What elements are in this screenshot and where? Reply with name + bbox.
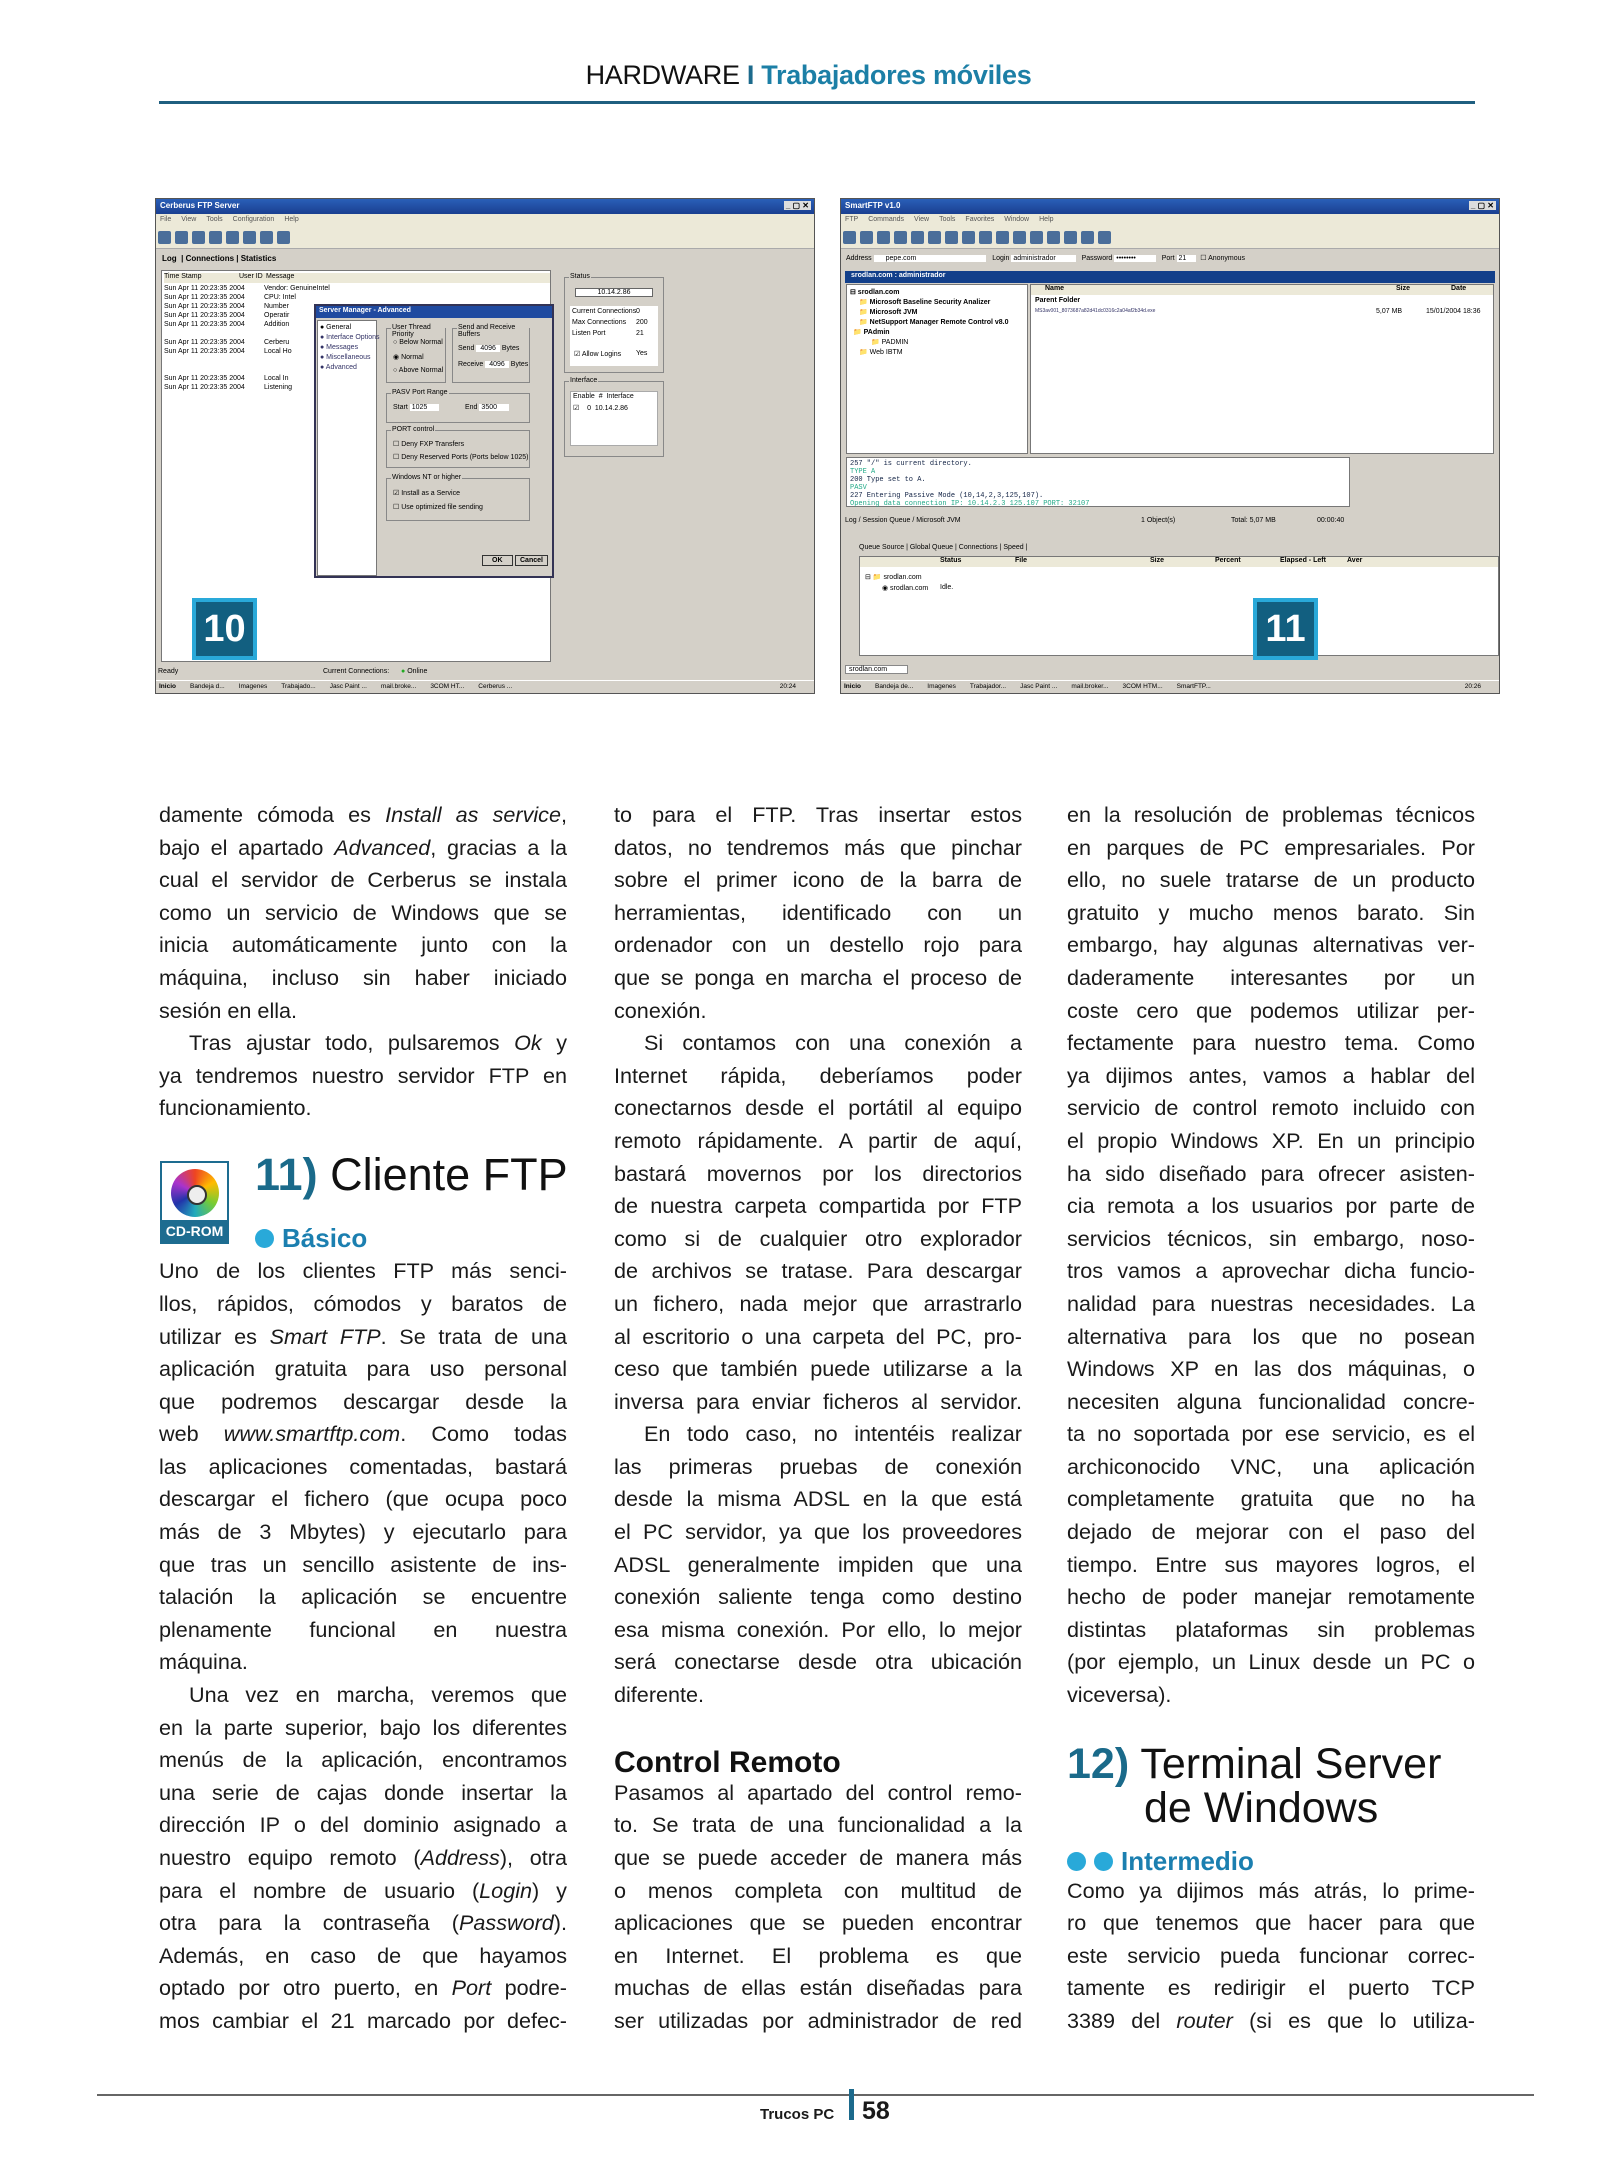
text-line: plenamente funcional en nuestra <box>159 1616 567 1642</box>
ok-button: OK <box>482 555 513 566</box>
menu-bar: File View Tools Configuration Help <box>156 214 814 227</box>
text-line: conexión. <box>614 997 707 1023</box>
taskbar-item: Trabajado... <box>281 683 316 690</box>
queue-header <box>860 557 1498 567</box>
header-topic: Trabajadores móviles <box>761 60 1032 90</box>
menu-item: Window <box>1004 216 1030 223</box>
column-header: Size <box>1396 285 1411 292</box>
text-line: ordenador con un destello rojo para <box>614 932 1022 958</box>
text-line: Tras ajustar todo, pulsaremos Ok y <box>189 1030 567 1056</box>
menu-item: FTP <box>845 216 859 223</box>
level-dot-icon <box>1094 1852 1113 1871</box>
text-line: inicia automáticamente junto con la <box>159 932 567 958</box>
taskbar-item: SmartFTP... <box>1176 683 1211 690</box>
running-header <box>0 60 1617 91</box>
queue-tab: Connections | <box>958 544 1004 551</box>
taskbar <box>841 680 1499 693</box>
log-message: Local Ho <box>264 348 292 355</box>
status-value: 0 <box>636 308 640 315</box>
text-line: gratuito y mucho menos barato. Sin <box>1067 899 1475 925</box>
taskbar-item: Jasc Paint ... <box>1020 683 1058 690</box>
text-line: servicio de control remoto incluido con <box>1067 1095 1475 1121</box>
server-manager-dialog: Server Manager - Advanced ● General ● Interface Options ● Messages ● Miscellaneous ● Advanced User Thread Priority ○ Below Normal ◉ Normal ○ Above Normal Send and Receive Buffers Send 4096 Bytes Receive 4096 Bytes PASV Port Range Start 1025 End 3500 PORT control ☐ Deny FXP Transfers ☐ Deny Reserved Ports (Ports below 1025) Windows NT or higher ☑ Install as a Service ☐ Use optimized file sending OK Cancel <box>314 304 554 578</box>
log-line: PASV <box>850 484 867 492</box>
text-line: en la resolución de problemas técnicos <box>1067 802 1475 827</box>
section-12-heading <box>1067 1712 1475 1875</box>
figure-badge-11: 11 <box>1253 598 1318 660</box>
queue-tab: Speed | <box>1003 544 1028 551</box>
section-title: Cliente FTP <box>330 1148 568 1200</box>
text-line: nuestro equipo remoto (Address), otra <box>159 1845 567 1871</box>
log-message: Vendor: GenuineIntel <box>264 285 330 292</box>
paragraph <box>1067 1875 1475 2038</box>
text-line: sobre el primer icono de la barra de <box>614 867 1022 893</box>
text-line: distintas plataformas sin problemas <box>1067 1616 1475 1642</box>
log-time: Sun Apr 11 20:23:35 2004 <box>164 348 245 355</box>
log-time: Sun Apr 11 20:23:35 2004 <box>164 384 245 391</box>
text-line: que podremos descargar desde la <box>159 1388 567 1414</box>
text-line: ha sido diseñado para ofrecer asisten- <box>1067 1160 1475 1186</box>
log-line: TYPE A <box>850 468 876 476</box>
header-separator: I <box>746 60 755 90</box>
paragraph <box>159 1679 567 2038</box>
toolbar-icons <box>156 227 814 249</box>
text-line: cual el servidor de Cerberus se instala <box>159 867 567 893</box>
log-line: 227 Entering Passive Mode (10,14,2,3,125,107). <box>850 492 1044 500</box>
text-line: en la parte superior, bajo los diferentes <box>159 1714 567 1740</box>
column-header: Status <box>940 557 962 564</box>
text-line: utilizar es Smart FTP. Se trata de una <box>159 1323 567 1349</box>
text-line: ADSL generalmente impiden que una <box>614 1551 1022 1577</box>
log-message: Cerberu <box>264 339 290 346</box>
interface-group: Interface Enable # Interface ☑ 0 10.14.2.86 <box>564 381 664 457</box>
dialog-nav-item: ● General <box>320 324 352 331</box>
tree-item: ⊟ srodlan.com <box>850 289 900 296</box>
window-title-bar: Cerberus FTP Server _ ▢ ✕ <box>156 199 814 214</box>
paragraph <box>614 1027 1022 1418</box>
clock: 20:26 <box>1464 683 1481 690</box>
tree-item: 📁 Microsoft Baseline Security Analizer <box>859 299 991 306</box>
taskbar-item: 3COM HTM... <box>1122 683 1163 690</box>
taskbar-item: Bandeja de... <box>874 683 914 690</box>
start-button: Inicio <box>159 683 176 690</box>
level-label: Básico <box>282 1222 368 1253</box>
level-label: Intermedio <box>1121 1845 1254 1876</box>
log-message: Addition <box>264 321 290 328</box>
dialog-nav-item: ● Miscellaneous <box>320 354 371 361</box>
clock: 20:24 <box>779 683 796 690</box>
text-line: Si contamos con una conexión a <box>644 1030 1022 1056</box>
status-key: ☑ Allow Logins <box>574 351 622 358</box>
text-line: aplicaciones que se pueden encontrar <box>614 1910 1022 1936</box>
start-button: Inicio <box>844 683 861 690</box>
text-line: sesión en ella. <box>159 997 298 1023</box>
taskbar-item: Imagenes <box>238 683 268 690</box>
text-line: bastará movernos por los directorios <box>614 1160 1022 1186</box>
text-line: Pasamos al apartado del control remo- <box>614 1779 1022 1805</box>
paragraph <box>1067 799 1475 1712</box>
status-value: Yes <box>636 350 648 357</box>
taskbar-item: 3COM HT... <box>430 683 465 690</box>
queue-tab: Queue Source | <box>859 544 910 551</box>
menu-bar <box>841 214 1499 227</box>
log-message: CPU: Intel <box>264 294 296 301</box>
paragraph <box>614 1418 1022 1711</box>
log-line: 257 "/" is current directory. <box>850 460 972 468</box>
taskbar-item: mail.broker... <box>1071 683 1109 690</box>
text-line: aplicación gratuita para uso personal <box>159 1356 567 1382</box>
text-line: talación la aplicación se encuentre <box>159 1584 567 1610</box>
tree-item: 📁 Microsoft JVM <box>859 309 918 316</box>
file-name: Parent Folder <box>1035 297 1081 304</box>
text-line: diferente. <box>614 1682 705 1708</box>
taskbar-item: Imagenes <box>927 683 956 690</box>
text-line: Además, en caso de que hayamos <box>159 1942 567 1968</box>
text-line: ser utilizadas por administrador de red <box>614 2007 1022 2033</box>
level-dot-icon <box>255 1229 274 1248</box>
text-column-1 <box>159 799 567 2038</box>
text-line: archiconocido VNC, una aplicación <box>1067 1453 1475 1479</box>
log-message: Local In <box>264 375 289 382</box>
text-line: inversa para enviar ficheros al servidor. <box>614 1388 1022 1414</box>
text-line: las aplicaciones comentadas, bastará <box>159 1453 567 1479</box>
log-time: Sun Apr 11 20:23:35 2004 <box>164 285 245 292</box>
footer-bar <box>849 2089 854 2120</box>
tree-item: 📁 PADMIN <box>871 339 909 346</box>
tabs: Log | Connections | Statistics <box>162 254 277 263</box>
queue-item: ⊟ 📁 srodlan.com <box>865 574 922 581</box>
text-line: conectarnos desde el portátil al equipo <box>614 1095 1022 1121</box>
text-line: mos cambiar el 21 marcado por defec- <box>159 2007 567 2033</box>
text-line: Una vez en marcha, veremos que <box>189 1682 567 1708</box>
section-number: 11) <box>255 1148 318 1200</box>
text-line: datos, no tendremos más que pinchar <box>614 834 1022 860</box>
text-line: (por ejemplo, un Linux desde un PC o <box>1067 1649 1475 1675</box>
cd-rom-icon: CD-ROM <box>160 1161 229 1244</box>
text-line: funcionamiento. <box>159 1095 312 1121</box>
text-line: para el nombre de usuario (Login) y <box>159 1877 567 1903</box>
tree-item: 📁 Web IBTM <box>859 349 903 356</box>
status-key: Listen Port <box>572 330 606 337</box>
paragraph <box>159 1027 567 1125</box>
text-line: un fichero, nada mejor que arrastrarlo <box>614 1290 1022 1316</box>
status-key: Current Connections <box>572 308 637 315</box>
file-header <box>1031 285 1493 295</box>
dialog-nav-item: ● Interface Options <box>320 334 380 341</box>
text-line: ya dijimos antes, vamos a hablar del <box>1067 1062 1475 1088</box>
text-column-3 <box>1067 799 1475 2038</box>
text-line: tiempo. Entre sus mayores logros, el <box>1067 1551 1475 1577</box>
status-value: 21 <box>636 330 644 337</box>
window-controls-icon: _ ▢ ✕ <box>785 201 809 210</box>
text-line: dirección IP o del dominio asignado a <box>159 1812 567 1838</box>
text-line: máquina. <box>159 1649 248 1675</box>
text-line: menús de la aplicación, encontramos <box>159 1747 567 1773</box>
text-line: Uno de los clientes FTP más senci- <box>159 1258 567 1284</box>
column-header: Percent <box>1215 557 1241 564</box>
text-line: coste cero que podemos utilizar per- <box>1067 997 1475 1023</box>
page-number: 58 <box>862 2097 890 2125</box>
text-line: esa misma conexión. Por ello, lo mejor <box>614 1616 1022 1642</box>
text-line: las primeras pruebas de conexión <box>614 1453 1022 1479</box>
text-line: que tras un sencillo asistente de ins- <box>159 1551 567 1577</box>
log-line: 200 Type set to A. <box>850 476 926 484</box>
text-line: Internet rápida, deberíamos poder <box>614 1062 1022 1088</box>
text-line: este servicio pueda funcionar correc- <box>1067 1942 1475 1968</box>
status-key: Max Connections <box>572 319 627 326</box>
text-line: ro que tenemos que hacer para que <box>1067 1910 1475 1936</box>
screenshot-cerberus-ftp: Cerberus FTP Server _ ▢ ✕ File View Tools Configuration Help Log | Connections | Statistics Time Stamp User ID Message Sun Apr 11 20:23:35 2004 Vendor: GenuineIntel Sun Apr 11 20:23:35 2004 CPU: Intel Sun Apr 11 20:23:35 2004 Number Sun Apr 11 20:23:35 2004 Operatir Sun Apr 11 20:23:35 2004 Addition Sun Apr 11 20:23:35 2004 Cerberu Sun Apr 11 20:23:35 2004 Local Ho Sun Apr 11 20:23:35 2004 Local In Sun Apr 11 20:23:35 2004 Listening Server Manager - Advanced ● General ● Interface Options ● Messages ● Miscellaneous ● Advanced User Thread Priority ○ Below Normal ◉ Normal ○ Above Normal Send and Receive Buffers Send 4096 Bytes Receive 4096 Bytes PASV Port Range Start 1025 End 3500 PORT control ☐ Deny FXP Transfers ☐ Deny Reserved Ports (Ports below 1025) Windows NT or higher ☑ Install as a Service ☐ Use optimized file sending OK Cancel Status 10.14.2.86 Current Connections 0 Max Connections 200 Listen Port 21 ☑ Allow Logins Yes Interface Enable # Interface ☑ 0 10.14.2.86 Ready Current Connections: ● Online Inicio Bandeja d... Imagenes Trabajado... Jasc Paint ... mail.broke... 3COM HT... Cerberus ... 20:24 10 <box>155 198 815 694</box>
footer-rule <box>97 2094 1534 2096</box>
file-size: 5,07 MB <box>1376 308 1403 315</box>
text-column-2 <box>614 799 1022 2038</box>
text-line: 3389 del router (si es que lo utiliza- <box>1067 2008 1475 2033</box>
text-line: ta no soportada por ese servicio, es el <box>1067 1421 1475 1447</box>
text-line: será conectarse desde otra ubicación <box>614 1649 1022 1675</box>
text-line: en parques de PC empresariales. Por <box>1067 834 1475 860</box>
text-line: ya tendremos nuestro servidor FTP en <box>159 1062 567 1088</box>
text-line: ello, no suele tratarse de un producto <box>1067 867 1475 893</box>
text-line: completamente gratuita que no ha <box>1067 1486 1475 1512</box>
text-line: Como ya dijimos más atrás, lo prime- <box>1067 1877 1475 1903</box>
level-dot-icon <box>1067 1852 1086 1871</box>
text-line: hecho de poder manejar remotamente <box>1067 1584 1475 1610</box>
window-title-bar: SmartFTP v1.0 _ ▢ ✕ <box>841 199 1499 214</box>
queue-item: ◉ srodlan.com <box>882 585 929 592</box>
text-line: o menos completa con multitud de <box>614 1877 1022 1903</box>
text-line: embargo, hay algunas alternativas ver- <box>1067 932 1475 958</box>
text-line: nalidad para nuestras necesidades. La <box>1067 1290 1475 1316</box>
dialog-nav-item: ● Advanced <box>320 364 357 371</box>
text-line: más de 3 Mbytes) y ejecutarlo para <box>159 1519 567 1545</box>
log-message: Operatir <box>264 312 290 319</box>
taskbar-item: Jasc Paint ... <box>329 683 367 690</box>
text-line: llos, rápidos, cómodos y baratos de <box>159 1290 567 1316</box>
text-line: to. Se trata de una funcionalidad a la <box>614 1812 1022 1838</box>
tree-item: 📁 NetSupport Manager Remote Control v8.0 <box>859 319 1009 326</box>
text-line: tamente es redirigir el puerto TCP <box>1067 1975 1475 2001</box>
text-line: de nuestra carpeta compartida por FTP <box>614 1193 1022 1219</box>
text-line: como si de cualquier otro explorador <box>614 1225 1022 1251</box>
text-line: una serie de cajas donde insertar la <box>159 1779 567 1805</box>
text-line: En todo caso, no intentéis realizar <box>644 1421 1022 1447</box>
dialog-nav-item: ● Messages <box>320 344 359 351</box>
text-line: servicios técnicos, sin embargo, noso- <box>1067 1225 1475 1251</box>
text-line: que se puede acceder de manera más <box>614 1845 1022 1870</box>
text-line: dejado de mejorar con el paso del <box>1067 1519 1475 1545</box>
column-header: Size <box>1150 557 1165 564</box>
text-line: alternativa para los que no posean <box>1067 1323 1475 1349</box>
log-time: Sun Apr 11 20:23:35 2004 <box>164 303 245 310</box>
section-title: Terminal Server <box>1140 1739 1442 1788</box>
queue-status: Idle. <box>940 584 954 591</box>
text-line: daderamente interesantes por un <box>1067 964 1475 990</box>
column-header: Date <box>1451 285 1467 292</box>
text-line: optado por otro puerto, en Port podre- <box>159 1975 567 2001</box>
log-time: Sun Apr 11 20:23:35 2004 <box>164 321 245 328</box>
text-line: viceversa). <box>1067 1682 1172 1708</box>
tree-item: 📁 PAdmin <box>853 329 890 336</box>
address-bar: Address pepe.com Login administrador Password •••••••• Port 21 ☐ Anonymous <box>846 255 1246 262</box>
text-line: herramientas, identificado con un <box>614 899 1022 925</box>
paragraph <box>614 799 1022 1027</box>
paragraph <box>159 1255 567 1679</box>
paragraph <box>159 799 567 1027</box>
text-line: el propio Windows XP. En un principio <box>1067 1127 1475 1153</box>
section-number: 12) <box>1067 1739 1130 1788</box>
text-line: que se ponga en marcha el proceso de <box>614 964 1022 990</box>
text-line: máquina, incluso sin haber iniciado <box>159 964 567 990</box>
magazine-name: Trucos PC <box>760 2106 835 2123</box>
queue-tab: Global Queue | <box>909 544 959 551</box>
text-line: como un servicio de Windows que se <box>159 899 567 925</box>
column-header: Aver <box>1347 557 1363 564</box>
log-message: Number <box>264 303 289 310</box>
cancel-button: Cancel <box>515 555 548 566</box>
text-line: damente cómoda es Install as service, <box>159 802 567 827</box>
screenshot-smartftp: SmartFTP v1.0 _ ▢ ✕ FTP Commands View Tools Favorites Window Help Address pepe.com Login administrador Password •••••••• Port 21 ☐ Anonymous srodlan.com : administrador ⊟ srodlan.com 📁 Microsoft Baseline Security Analizer 📁 Microsoft JVM 📁 NetSupport Manager Remote Control v8.0 📁 PAdmin 📁 PADMIN 📁 Web IBTM Name Size Date Parent Folder MS3av001_8073687a82d41dc0316c2a04af2b34d.exe 5,07 MB 15/01/2004 18:36 257 "/" is current directory. TYPE A 200 Type set to A. PASV 227 Entering Passive Mode (10,14,2,3,125,107). Opening data connection IP: 10.14.2.3 125.107 PORT: 32107 Log / Session Queue / Microsoft JVM 1 Object(s) Total: 5,07 MB 00:00:40 Queue Source | Global Queue | Connections | Speed | Status File Size Percent Elapsed - Left Aver ⊟ 📁 srodlan.com ◉ srodlan.com Idle. srodlan.com Inicio Bandeja de... Imagenes Trabajador... Jasc Paint ... mail.broker... 3COM HTM... SmartFTP... 20:26 11 <box>840 198 1500 694</box>
column-header: Elapsed - Left <box>1280 557 1326 564</box>
text-line: en Internet. El problema es que <box>614 1942 1022 1968</box>
menu-item: View <box>914 216 930 223</box>
text-line: desde la misma ADSL en la que está <box>614 1486 1022 1512</box>
text-line: Windows XP en las dos máquinas, o <box>1067 1356 1475 1382</box>
taskbar-item: Bandeja d... <box>189 683 225 690</box>
text-line: to para el FTP. Tras insertar estos <box>614 802 1022 827</box>
log-time: Sun Apr 11 20:23:35 2004 <box>164 294 245 301</box>
menu-item: Help <box>1039 216 1054 223</box>
log-time: Sun Apr 11 20:23:35 2004 <box>164 312 245 319</box>
text-line: al escritorio o una carpeta del PC, pro- <box>614 1323 1022 1349</box>
text-line: web www.smartftp.com. Como todas <box>159 1421 567 1447</box>
text-line: tros vamos a aprovechar dicha funcio- <box>1067 1258 1475 1284</box>
taskbar <box>156 680 814 693</box>
column-header: Name <box>1045 285 1065 292</box>
log-time: Sun Apr 11 20:23:35 2004 <box>164 375 245 382</box>
text-line: muchas de ellas están diseñadas para <box>614 1975 1022 2001</box>
log-line: Opening data connection IP: 10.14.2.3 125.107 PORT: 32107 <box>850 500 1090 508</box>
text-line: descargar el fichero (que ocupa poco <box>159 1486 567 1512</box>
figure-badge-10: 10 <box>192 598 257 660</box>
header-section: HARDWARE <box>585 60 740 90</box>
log-panel: Time Stamp User ID Message Sun Apr 11 20:23:35 2004 Vendor: GenuineIntel Sun Apr 11 20:23:35 2004 CPU: Intel Sun Apr 11 20:23:35 2004 Number Sun Apr 11 20:23:35 2004 Operatir Sun Apr 11 20:23:35 2004 Addition Sun Apr 11 20:23:35 2004 Cerberu Sun Apr 11 20:23:35 2004 Local Ho Sun Apr 11 20:23:35 2004 Local In Sun Apr 11 20:23:35 2004 Listening <box>161 270 551 662</box>
text-line: de archivos se tratase. Para descargar <box>614 1258 1022 1284</box>
column-header: File <box>1015 557 1028 564</box>
subheading-control-remoto: Control Remoto <box>614 1745 841 1779</box>
toolbar-icons <box>841 227 1499 249</box>
paragraph <box>614 1777 1022 2038</box>
text-line: el PC servidor, ya que los proveedores <box>614 1519 1022 1545</box>
header-rule <box>159 101 1475 104</box>
text-line: ceso que también puede utilizarse a la <box>614 1356 1022 1382</box>
text-line: otra para la contraseña (Password). <box>159 1910 567 1936</box>
section-11-heading <box>159 1125 567 1255</box>
text-line: bajo el apartado Advanced, gracias a la <box>159 834 567 860</box>
log-time: Sun Apr 11 20:23:35 2004 <box>164 339 245 346</box>
log-message: Listening <box>264 384 293 391</box>
status-value: 200 <box>636 319 648 326</box>
taskbar-item: mail.broke... <box>380 683 417 690</box>
menu-item: Tools <box>939 216 956 223</box>
text-line: fectamente para nuestro tema. Como <box>1067 1030 1475 1056</box>
menu-item: Commands <box>868 216 905 223</box>
text-line: conexión saliente tenga como destino <box>614 1584 1022 1610</box>
text-line: necesiten alguna funcionalidad concre- <box>1067 1388 1475 1414</box>
status-group: Status 10.14.2.86 Current Connections 0 Max Connections 200 Listen Port 21 ☑ Allow Logins Yes <box>564 277 664 373</box>
section-title-line-2: de Windows <box>1144 1783 1379 1832</box>
menu-item: Favorites <box>965 216 995 223</box>
taskbar-item: Trabajador... <box>969 683 1007 690</box>
text-line: cia remota a los usuarios por parte de <box>1067 1193 1475 1219</box>
text-line: remoto rápidamente. A partir de aquí, <box>614 1127 1022 1153</box>
taskbar-item: Cerberus ... <box>478 683 513 690</box>
file-date: 15/01/2004 18:36 <box>1426 308 1481 315</box>
file-name: MS3av001_8073687a82d41dc0316c2a04af2b34d.exe <box>1035 308 1156 314</box>
